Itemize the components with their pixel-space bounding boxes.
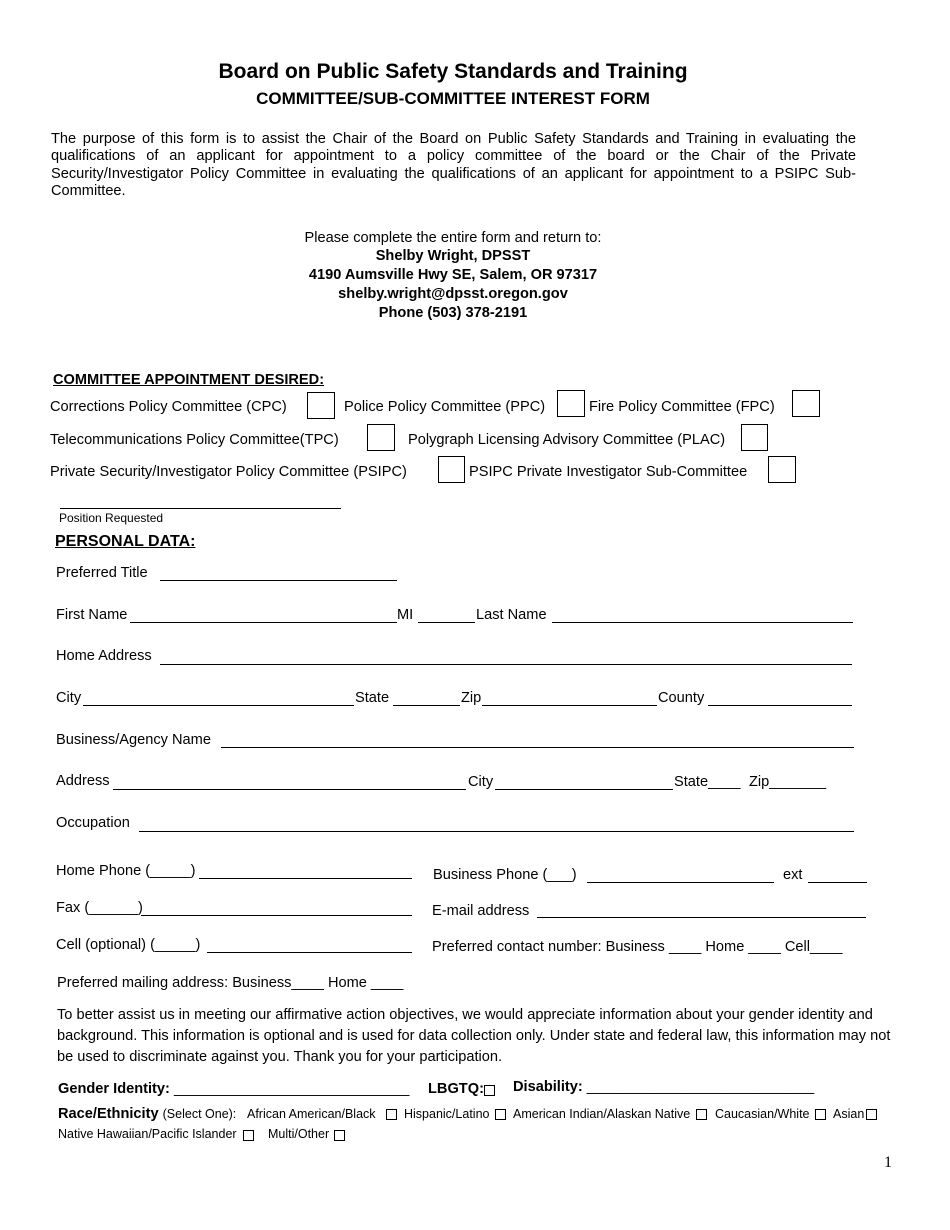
psipc-sub-checkbox[interactable] (768, 456, 796, 483)
preferred-title-field[interactable] (160, 580, 397, 581)
intro-paragraph: The purpose of this form is to assist the Chair of the Board on Public Safety Standards and Training in evaluating the qualifications of an applicant for appointment to a policy committee of the board or the Chair of the Private Security/Investigator Policy Committee in evaluating the qualifications of an applicant for appointment to a PSIPC Sub-Committee. (51, 131, 856, 200)
race-option-label: Hispanic/Latino (404, 1107, 490, 1121)
occupation-label: Occupation (56, 815, 130, 831)
occupation-field[interactable] (139, 831, 854, 832)
city-label: City (56, 690, 82, 706)
first-name-field[interactable] (130, 622, 397, 623)
form-title: Board on Public Safety Standards and Training (218, 60, 688, 83)
cell-field[interactable] (207, 952, 412, 953)
lbgtq-label: LBGTQ: (428, 1081, 484, 1097)
psipc-checkbox[interactable] (438, 456, 465, 483)
gender-identity-label: Gender Identity: (58, 1081, 174, 1097)
plac-checkbox[interactable] (741, 424, 768, 451)
last-name-label: Last Name (476, 607, 547, 623)
return-instruction: Please complete the entire form and return to: (304, 230, 602, 246)
race-option-label: American Indian/Alaskan Native (513, 1107, 691, 1121)
position-requested-label: Position Requested (59, 511, 164, 525)
fax-field[interactable] (141, 915, 412, 916)
business-phone-field[interactable] (587, 882, 774, 883)
zip-label: Zip (461, 690, 482, 706)
ext-label: ext (783, 867, 803, 883)
business-address-label: Address (56, 773, 110, 789)
return-address: 4190 Aumsville Hwy SE, Salem, OR 97317 (308, 267, 598, 283)
business-city-field[interactable] (495, 789, 673, 790)
race-ethnicity-label: Race/Ethnicity (58, 1106, 159, 1122)
form-subtitle: COMMITTEE/SUB-COMMITTEE INTEREST FORM (256, 89, 650, 108)
gender-identity-row (58, 1081, 409, 1097)
business-address-field[interactable] (113, 789, 466, 790)
race-checkbox-asian[interactable] (866, 1109, 877, 1120)
committee-heading: COMMITTEE APPOINTMENT DESIRED: (53, 372, 325, 388)
psipc-sub-label: PSIPC Private Investigator Sub-Committee (469, 464, 748, 480)
last-name-field[interactable] (552, 622, 853, 623)
mi-field[interactable] (418, 622, 475, 623)
disability-label: Disability: (513, 1079, 587, 1095)
race-select-note: (Select One): (162, 1107, 237, 1121)
city-field[interactable] (83, 705, 354, 706)
race-ethnicity-label-group (58, 1106, 236, 1122)
cpc-label: Corrections Policy Committee (CPC) (50, 399, 287, 415)
email-label: E-mail address (432, 903, 530, 919)
affirmative-action-paragraph: To better assist us in meeting our affirmative action objectives, we would appreciate information about your gender identity and background. This information is optional and is used for data collection only. Under state and federal law, this information may not be used to discriminate against you. Thank you for your participation. (57, 1007, 891, 1065)
home-phone-label: Home Phone (_____) (56, 863, 196, 879)
ppc-label: Police Policy Committee (PPC) (344, 399, 546, 415)
mi-label: MI (397, 607, 414, 623)
return-email: shelby.wright@dpsst.oregon.gov (338, 286, 568, 302)
tpc-checkbox[interactable] (367, 424, 395, 451)
cpc-checkbox[interactable] (307, 392, 335, 419)
preferred-mailing-label[interactable]: Preferred mailing address: Business____ Home ____ (57, 975, 404, 991)
ext-field[interactable] (808, 882, 867, 883)
business-zip-label[interactable]: Zip_______ (749, 774, 827, 790)
ppc-checkbox[interactable] (557, 390, 585, 417)
race-checkbox-pacific-islander[interactable] (243, 1130, 254, 1141)
disability-field[interactable]: ____________________________ (586, 1079, 815, 1095)
fpc-checkbox[interactable] (792, 390, 820, 417)
race-option-label: Asian (833, 1107, 865, 1121)
tpc-label: Telecommunications Policy Committee(TPC) (50, 432, 339, 448)
business-state-label[interactable]: State____ (674, 774, 741, 790)
business-city-label: City (468, 774, 494, 790)
state-field[interactable] (393, 705, 460, 706)
home-address-label: Home Address (56, 648, 152, 664)
disability-row (513, 1079, 814, 1095)
psipc-label: Private Security/Investigator Policy Committee (PSIPC) (50, 464, 407, 480)
gender-identity-field[interactable]: _____________________________ (173, 1081, 410, 1097)
race-option-label: Native Hawaiian/Pacific Islander (58, 1127, 237, 1141)
personal-data-heading: PERSONAL DATA: (55, 533, 196, 550)
race-checkbox-american-indian[interactable] (696, 1109, 707, 1120)
page-number: 1 (884, 1154, 892, 1171)
business-name-label: Business/Agency Name (56, 732, 211, 748)
race-checkbox-caucasian[interactable] (815, 1109, 826, 1120)
home-phone-field[interactable] (199, 878, 412, 879)
zip-field[interactable] (482, 705, 657, 706)
county-label: County (658, 690, 705, 706)
plac-label: Polygraph Licensing Advisory Committee (PLAC) (408, 432, 726, 448)
fax-label: Fax (______) (56, 900, 143, 916)
race-option-label: Multi/Other (268, 1127, 330, 1141)
return-name: Shelby Wright, DPSST (375, 248, 531, 264)
first-name-label: First Name (56, 607, 128, 623)
home-address-field[interactable] (160, 664, 852, 665)
state-label: State (355, 690, 390, 706)
preferred-contact-label[interactable]: Preferred contact number: Business ____ Home ____ Cell____ (432, 939, 843, 955)
county-field[interactable] (708, 705, 852, 706)
position-requested-field[interactable] (60, 508, 341, 509)
return-phone: Phone (503) 378-2191 (378, 305, 528, 321)
fpc-label: Fire Policy Committee (FPC) (589, 399, 775, 415)
race-option-label: African American/Black (247, 1107, 376, 1121)
email-field[interactable] (537, 917, 866, 918)
business-name-field[interactable] (221, 747, 854, 748)
lbgtq-checkbox[interactable] (484, 1085, 495, 1096)
race-checkbox-african-american[interactable] (386, 1109, 397, 1120)
preferred-title-label: Preferred Title (56, 565, 148, 581)
race-checkbox-hispanic[interactable] (495, 1109, 506, 1120)
race-option-label: Caucasian/White (715, 1107, 810, 1121)
race-checkbox-multi[interactable] (334, 1130, 345, 1141)
business-phone-label: Business Phone (___) (433, 867, 577, 883)
cell-label: Cell (optional) (_____) (56, 937, 201, 953)
